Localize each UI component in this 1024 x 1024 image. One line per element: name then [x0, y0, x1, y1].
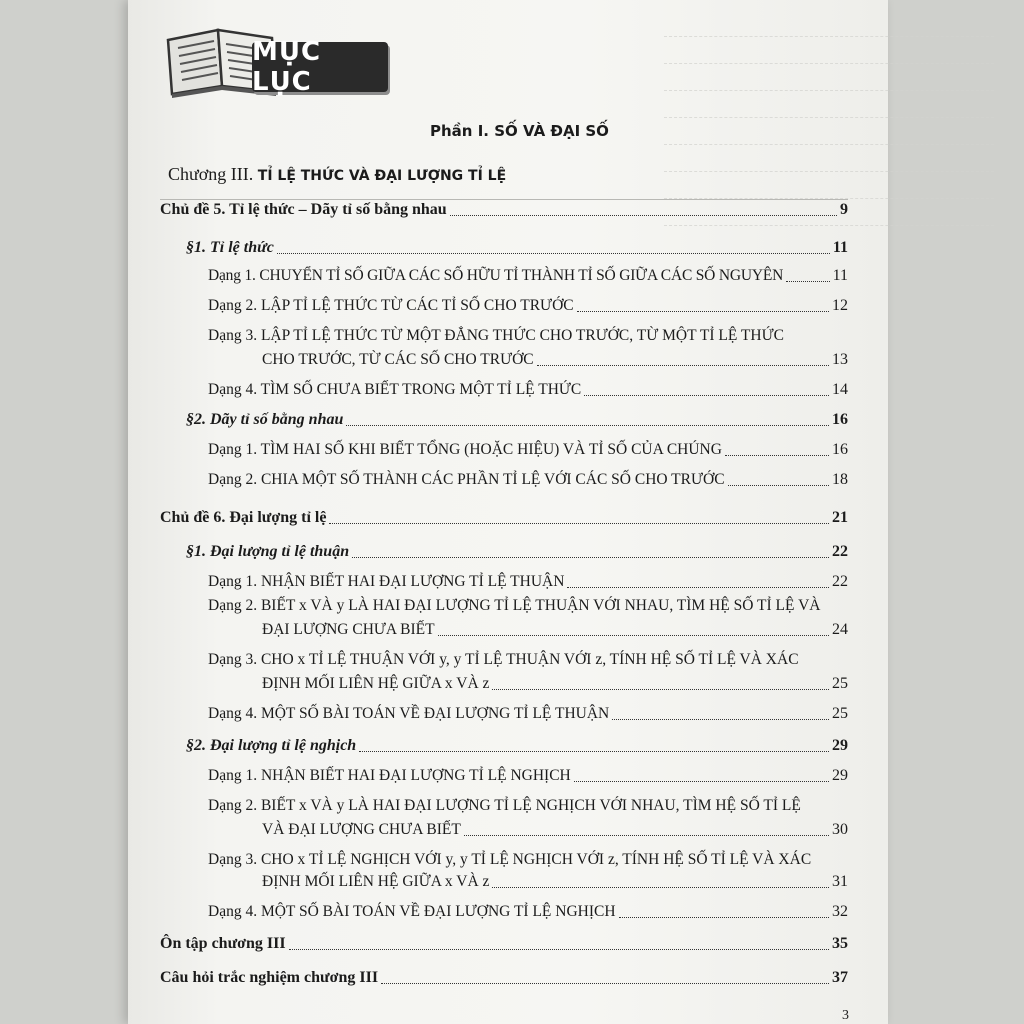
toc-entry-item-line1[interactable]: Dạng 2. BIẾT x VÀ y LÀ HAI ĐẠI LƯỢNG TỈ LỆ NGHỊCH VỚI NHAU, TÌM HỆ SỐ TỈ LỆ — [208, 797, 801, 814]
toc-entry-item-line1[interactable]: Dạng 3. LẬP TỈ LỆ THỨC TỪ MỘT ĐẲNG THỨC CHO TRƯỚC, TỪ MỘT TỈ LỆ THỨC — [208, 327, 784, 344]
toc-entry-topic[interactable]: Chủ đề 6. Đại lượng tỉ lệ 21 — [160, 509, 848, 526]
toc-entry-item-line1[interactable]: Dạng 2. BIẾT x VÀ y LÀ HAI ĐẠI LƯỢNG TỈ LỆ THUẬN VỚI NHAU, TÌM HỆ SỐ TỈ LỆ VÀ — [208, 597, 821, 614]
toc-entry-section[interactable]: §1. Tỉ lệ thức 11 — [186, 239, 848, 256]
toc-entry-item[interactable]: Dạng 1. NHẬN BIẾT HAI ĐẠI LƯỢNG TỈ LỆ NGHỊCH 29 — [208, 767, 848, 784]
toc-entry-item[interactable]: ĐẠI LƯỢNG CHƯA BIẾT 24 — [262, 621, 848, 638]
toc-entry-item[interactable]: VÀ ĐẠI LƯỢNG CHƯA BIẾT 30 — [262, 821, 848, 838]
toc-entry-item[interactable]: Dạng 1. TÌM HAI SỐ KHI BIẾT TỔNG (HOẶC HIỆU) VÀ TỈ SỐ CỦA CHÚNG 16 — [208, 441, 848, 458]
page-number: 3 — [842, 1008, 849, 1023]
chapter-title: TỈ LỆ THỨC VÀ ĐẠI LƯỢNG TỈ LỆ — [257, 168, 507, 184]
toc-entry-item[interactable]: Dạng 2. LẬP TỈ LỆ THỨC TỪ CÁC TỈ SỐ CHO TRƯỚC 12 — [208, 297, 848, 314]
toc-entry-item-line1[interactable]: Dạng 3. CHO x TỈ LỆ NGHỊCH VỚI y, y TỈ LỆ NGHỊCH VỚI z, TÍNH HỆ SỐ TỈ LỆ VÀ XÁC — [208, 851, 812, 868]
toc-entry-item[interactable]: Dạng 1. CHUYỂN TỈ SỐ GIỮA CÁC SỐ HỮU TỈ THÀNH TỈ SỐ GIỮA CÁC SỐ NGUYÊN 11 — [208, 267, 848, 284]
toc-entry-item[interactable]: ĐỊNH MỐI LIÊN HỆ GIỮA x VÀ z 31 — [262, 873, 848, 890]
bleed-through-text — [664, 10, 994, 226]
toc-entry-section[interactable]: §2. Dãy tỉ số bằng nhau 16 — [186, 411, 848, 428]
chapter-prefix: Chương III. — [168, 164, 254, 184]
toc-entry-item[interactable]: Dạng 2. CHIA MỘT SỐ THÀNH CÁC PHẦN TỈ LỆ VỚI CÁC SỐ CHO TRƯỚC 18 — [208, 471, 848, 488]
toc-header — [164, 10, 394, 100]
toc-entry-topic[interactable]: Câu hỏi trắc nghiệm chương III 37 — [160, 969, 848, 986]
toc-entry-item[interactable]: Dạng 4. MỘT SỐ BÀI TOÁN VỀ ĐẠI LƯỢNG TỈ LỆ NGHỊCH 32 — [208, 903, 848, 920]
toc-entry-section[interactable]: §2. Đại lượng tỉ lệ nghịch 29 — [186, 737, 848, 754]
toc-title: MỤC LỤC — [252, 42, 388, 92]
toc-entry-topic[interactable]: Chủ đề 5. Tỉ lệ thức – Dãy tỉ số bằng nhau 9 — [160, 201, 848, 218]
toc-entry-item-line1[interactable]: Dạng 3. CHO x TỈ LỆ THUẬN VỚI y, y TỈ LỆ THUẬN VỚI z, TÍNH HỆ SỐ TỈ LỆ VÀ XÁC — [208, 651, 799, 668]
toc-entry-item[interactable]: CHO TRƯỚC, TỪ CÁC SỐ CHO TRƯỚC 13 — [262, 351, 848, 368]
toc-entry-item[interactable]: Dạng 4. MỘT SỐ BÀI TOÁN VỀ ĐẠI LƯỢNG TỈ LỆ THUẬN 25 — [208, 705, 848, 722]
toc-entry-item[interactable]: ĐỊNH MỐI LIÊN HỆ GIỮA x VÀ z 25 — [262, 675, 848, 692]
toc-entry-item[interactable]: Dạng 4. TÌM SỐ CHƯA BIẾT TRONG MỘT TỈ LỆ THỨC 14 — [208, 381, 848, 398]
toc-entry-item[interactable]: Dạng 1. NHẬN BIẾT HAI ĐẠI LƯỢNG TỈ LỆ THUẬN 22 — [208, 573, 848, 590]
toc-entry-section[interactable]: §1. Đại lượng tỉ lệ thuận 22 — [186, 543, 848, 560]
toc-entry-topic[interactable]: Ôn tập chương III 35 — [160, 935, 848, 952]
part-title: Phần I. SỐ VÀ ĐẠI SỐ — [430, 122, 609, 140]
chapter-heading — [168, 164, 506, 185]
